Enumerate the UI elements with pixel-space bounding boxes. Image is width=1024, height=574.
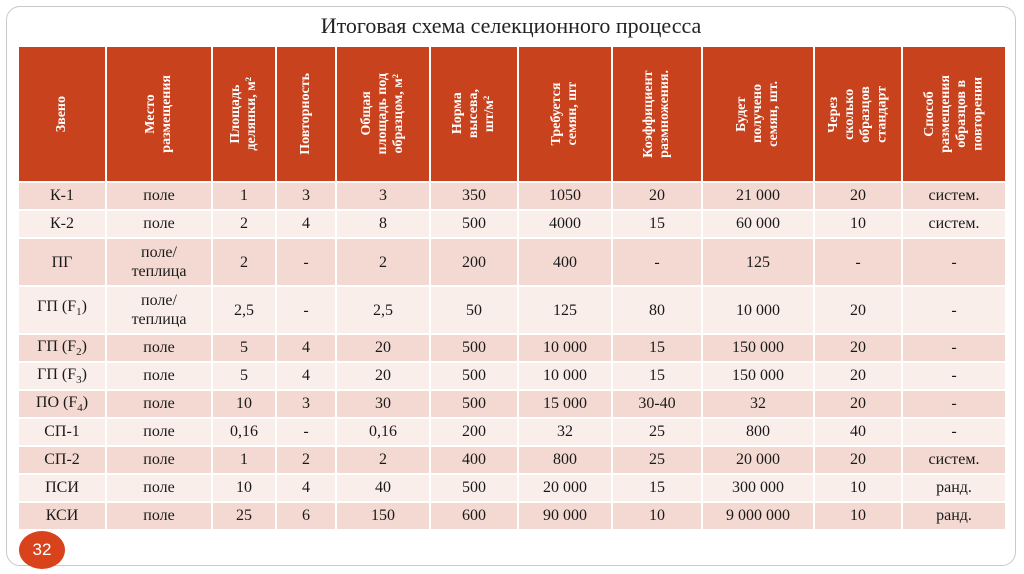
table-row <box>18 502 1006 530</box>
cell-koef: 15 <box>612 210 702 238</box>
cell-norma: 350 <box>430 182 518 210</box>
cell-trebuetsya: 20 000 <box>518 474 612 502</box>
cell-povtornost: 3 <box>276 390 336 418</box>
table-row <box>18 286 1006 334</box>
cell-sposob: - <box>902 418 1006 446</box>
cell-obshaya-ploshad: 20 <box>336 334 430 362</box>
cell-koef: 15 <box>612 334 702 362</box>
cell-obshaya-ploshad: 30 <box>336 390 430 418</box>
cell-norma: 200 <box>430 418 518 446</box>
cell-cherez: 20 <box>814 286 902 334</box>
cell-povtornost: 2 <box>276 446 336 474</box>
cell-norma: 200 <box>430 238 518 286</box>
cell-zveno <box>18 362 106 390</box>
cell-povtornost: - <box>276 238 336 286</box>
header-cell <box>814 46 902 182</box>
cell-mesto: поле <box>106 446 212 474</box>
cell-ploshad: 1 <box>212 446 276 474</box>
cell-povtornost: 6 <box>276 502 336 530</box>
cell-zveno <box>18 286 106 334</box>
cell-zveno <box>18 390 106 418</box>
cell-ploshad: 1 <box>212 182 276 210</box>
header-label: Звено <box>53 95 69 133</box>
cell-zveno: СП-1 <box>18 418 106 446</box>
cell-koef: 30-40 <box>612 390 702 418</box>
cell-mesto: поле <box>106 390 212 418</box>
cell-povtornost: - <box>276 286 336 334</box>
cell-mesto: поле <box>106 362 212 390</box>
cell-trebuetsya: 32 <box>518 418 612 446</box>
table-container <box>17 45 1005 531</box>
page-number-badge: 32 <box>19 531 65 569</box>
cell-mesto: поле <box>106 210 212 238</box>
table-row <box>18 390 1006 418</box>
cell-ploshad: 25 <box>212 502 276 530</box>
cell-obshaya-ploshad: 3 <box>336 182 430 210</box>
header-cell <box>106 46 212 182</box>
cell-povtornost: 3 <box>276 182 336 210</box>
table-row <box>18 418 1006 446</box>
header-row <box>18 46 1006 182</box>
cell-povtornost: - <box>276 418 336 446</box>
cell-norma: 50 <box>430 286 518 334</box>
cell-sposob: - <box>902 362 1006 390</box>
cell-koef: 25 <box>612 446 702 474</box>
table-row <box>18 446 1006 474</box>
cell-zveno: К-1 <box>18 182 106 210</box>
header-label: Норма высева, шт/м² <box>449 89 498 139</box>
cell-budet: 150 000 <box>702 334 814 362</box>
selection-scheme-table <box>17 45 1007 531</box>
cell-norma: 500 <box>430 334 518 362</box>
cell-koef: 80 <box>612 286 702 334</box>
cell-norma: 400 <box>430 446 518 474</box>
cell-norma: 500 <box>430 362 518 390</box>
table-row <box>18 474 1006 502</box>
cell-sposob: систем. <box>902 210 1006 238</box>
cell-budet: 60 000 <box>702 210 814 238</box>
header-cell <box>336 46 430 182</box>
zveno-tail: ) <box>81 365 87 383</box>
zveno-label: ГП (F <box>37 337 77 355</box>
cell-budet: 9 000 000 <box>702 502 814 530</box>
cell-cherez: 20 <box>814 390 902 418</box>
cell-obshaya-ploshad: 20 <box>336 362 430 390</box>
header-label: Повторность <box>297 73 313 155</box>
zveno-label: ГП (F <box>37 298 77 316</box>
cell-ploshad: 5 <box>212 362 276 390</box>
slide-title: Итоговая схема селекционного процесса <box>320 13 702 38</box>
cell-trebuetsya: 125 <box>518 286 612 334</box>
cell-obshaya-ploshad: 2 <box>336 238 430 286</box>
cell-zveno: КСИ <box>18 502 106 530</box>
table-row <box>18 210 1006 238</box>
cell-obshaya-ploshad: 2,5 <box>336 286 430 334</box>
cell-sposob: систем. <box>902 182 1006 210</box>
header-label: Место размещения <box>142 75 174 153</box>
zveno-tail: ) <box>82 393 89 411</box>
cell-sposob: - <box>902 286 1006 334</box>
cell-cherez: 10 <box>814 210 902 238</box>
cell-cherez: 20 <box>814 334 902 362</box>
header-cell <box>612 46 702 182</box>
cell-ploshad: 10 <box>212 390 276 418</box>
cell-budet: 300 000 <box>702 474 814 502</box>
header-label: Будет получено семян, шт. <box>733 81 782 147</box>
cell-trebuetsya: 400 <box>518 238 612 286</box>
cell-trebuetsya: 1050 <box>518 182 612 210</box>
zveno-label: ГП (F <box>37 365 77 383</box>
cell-norma: 500 <box>430 210 518 238</box>
cell-trebuetsya: 15 000 <box>518 390 612 418</box>
cell-zveno: СП-2 <box>18 446 106 474</box>
cell-zveno <box>18 334 106 362</box>
header-label: Площадь делянки, м² <box>227 77 259 151</box>
cell-obshaya-ploshad: 0,16 <box>336 418 430 446</box>
table-row <box>18 362 1006 390</box>
cell-norma: 500 <box>430 474 518 502</box>
cell-mesto: поле <box>106 334 212 362</box>
cell-cherez: 10 <box>814 474 902 502</box>
cell-koef: 15 <box>612 362 702 390</box>
cell-cherez: - <box>814 238 902 286</box>
cell-koef: 25 <box>612 418 702 446</box>
cell-mesto: поле <box>106 474 212 502</box>
cell-trebuetsya: 10 000 <box>518 334 612 362</box>
header-cell <box>518 46 612 182</box>
cell-ploshad: 2 <box>212 210 276 238</box>
cell-budet: 125 <box>702 238 814 286</box>
cell-mesto: поле <box>106 418 212 446</box>
cell-sposob: - <box>902 390 1006 418</box>
header-label: Способ размещения образцов в повторении <box>921 75 986 153</box>
header-cell <box>702 46 814 182</box>
header-label: Через сколько образцов стандарт <box>825 85 890 143</box>
cell-sposob: ранд. <box>902 474 1006 502</box>
zveno-tail: ) <box>81 298 87 316</box>
cell-ploshad: 2 <box>212 238 276 286</box>
cell-cherez: 20 <box>814 182 902 210</box>
header-label: Требуется семян, шт <box>548 82 580 146</box>
cell-obshaya-ploshad: 8 <box>336 210 430 238</box>
header-cell <box>430 46 518 182</box>
cell-ploshad: 0,16 <box>212 418 276 446</box>
cell-zveno: К-2 <box>18 210 106 238</box>
cell-norma: 500 <box>430 390 518 418</box>
cell-budet: 32 <box>702 390 814 418</box>
cell-sposob: - <box>902 238 1006 286</box>
cell-ploshad: 2,5 <box>212 286 276 334</box>
zveno-subscript: 3 <box>76 374 82 387</box>
zveno-label: ПО (F <box>35 393 78 411</box>
cell-cherez: 20 <box>814 362 902 390</box>
table-body <box>18 182 1006 530</box>
cell-koef: 15 <box>612 474 702 502</box>
header-cell <box>276 46 336 182</box>
cell-koef: 20 <box>612 182 702 210</box>
cell-norma: 600 <box>430 502 518 530</box>
cell-cherez: 10 <box>814 502 902 530</box>
cell-povtornost: 4 <box>276 210 336 238</box>
cell-povtornost: 4 <box>276 474 336 502</box>
cell-mesto: поле <box>106 502 212 530</box>
cell-obshaya-ploshad: 2 <box>336 446 430 474</box>
cell-ploshad: 10 <box>212 474 276 502</box>
cell-obshaya-ploshad: 40 <box>336 474 430 502</box>
header-cell <box>902 46 1006 182</box>
cell-povtornost: 4 <box>276 362 336 390</box>
table-row <box>18 334 1006 362</box>
zveno-tail: ) <box>81 337 87 355</box>
cell-trebuetsya: 90 000 <box>518 502 612 530</box>
cell-sposob: систем. <box>902 446 1006 474</box>
cell-trebuetsya: 4000 <box>518 210 612 238</box>
cell-koef: 10 <box>612 502 702 530</box>
table-row <box>18 182 1006 210</box>
table-row <box>18 238 1006 286</box>
cell-mesto: поле/ теплица <box>106 286 212 334</box>
cell-trebuetsya: 10 000 <box>518 362 612 390</box>
cell-sposob: - <box>902 334 1006 362</box>
cell-trebuetsya: 800 <box>518 446 612 474</box>
zveno-subscript: 1 <box>76 306 82 319</box>
zveno-subscript: 2 <box>76 346 82 359</box>
cell-budet: 21 000 <box>702 182 814 210</box>
cell-cherez: 20 <box>814 446 902 474</box>
zveno-subscript: 4 <box>77 402 83 415</box>
cell-sposob: ранд. <box>902 502 1006 530</box>
cell-mesto: поле <box>106 182 212 210</box>
cell-zveno: ПГ <box>18 238 106 286</box>
cell-koef: - <box>612 238 702 286</box>
cell-budet: 800 <box>702 418 814 446</box>
header-cell <box>18 46 106 182</box>
header-cell <box>212 46 276 182</box>
cell-budet: 150 000 <box>702 362 814 390</box>
cell-obshaya-ploshad: 150 <box>336 502 430 530</box>
cell-zveno: ПСИ <box>18 474 106 502</box>
slide-frame <box>6 6 1016 566</box>
cell-ploshad: 5 <box>212 334 276 362</box>
cell-budet: 20 000 <box>702 446 814 474</box>
cell-mesto: поле/ теплица <box>106 238 212 286</box>
header-label: Общая площадь под образцом, м² <box>358 73 407 155</box>
cell-budet: 10 000 <box>702 286 814 334</box>
header-label: Коэффициент размножения. <box>640 70 672 158</box>
cell-cherez: 40 <box>814 418 902 446</box>
cell-povtornost: 4 <box>276 334 336 362</box>
